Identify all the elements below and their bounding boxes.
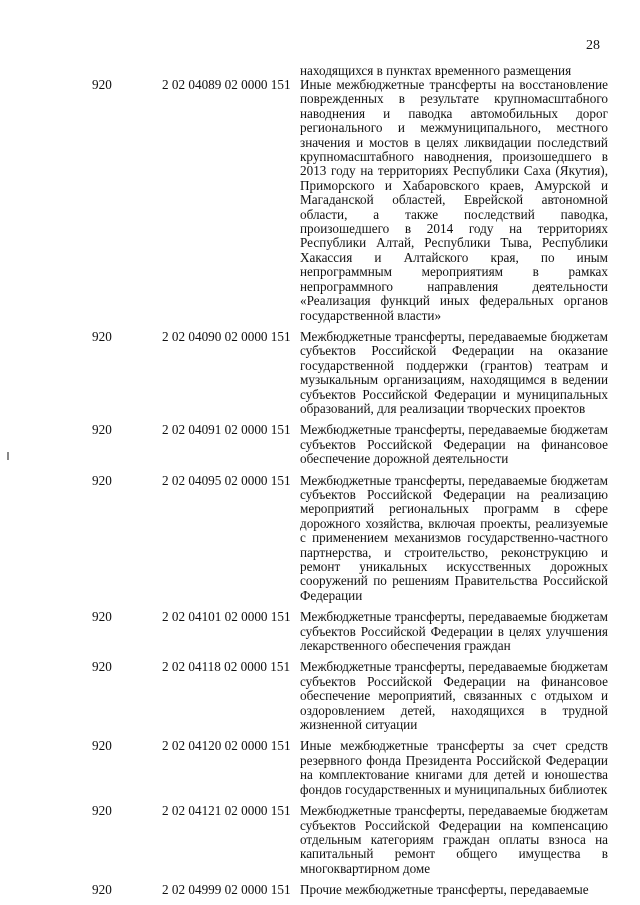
admin-code-cell: 920: [92, 609, 112, 625]
kbk-code-cell: 2 02 04090 02 0000 151: [162, 328, 291, 344]
kbk-code-cell: 2 02 04120 02 0000 151: [162, 738, 291, 754]
scan-margin-mark: [7, 452, 9, 460]
table-row: [0, 883, 640, 897]
kbk-code-cell: 2 02 04091 02 0000 151: [162, 422, 291, 438]
continued-description-line: находящихся в пунктах временного размещения: [300, 63, 572, 78]
admin-code-cell: 920: [92, 659, 112, 675]
description-cell: Межбюджетные трансферты, передаваемые бюджетам субъектов Российской Федерации на финансовое обеспечение дорожной деятельности: [300, 422, 608, 467]
kbk-code-cell: 2 02 04118 02 0000 151: [162, 659, 291, 675]
kbk-code-cell: 2 02 04095 02 0000 151: [162, 472, 291, 488]
admin-code-cell: 920: [92, 882, 112, 898]
table-row: [0, 78, 640, 330]
table-row: [0, 660, 640, 739]
kbk-code-cell: 2 02 04101 02 0000 151: [162, 609, 291, 625]
description-cell: Межбюджетные трансферты, передаваемые бюджетам субъектов Российской Федерации на финансовое обеспечение мероприятий, связанных с отдыхом и оздоровлением детей, находящихся в трудной жизненной ситуации: [300, 659, 608, 733]
kbk-code-cell: 2 02 04089 02 0000 151: [162, 77, 291, 92]
description-cell: Межбюджетные трансферты, передаваемые бюджетам субъектов Российской Федерации на оказание государственной поддержки (грантов) театрам и музыкальным организациям, находящимся в ведении субъектов Российской Федерации и муниципальных образований, для реализации творческих проектов: [300, 328, 608, 416]
table-body: [0, 78, 640, 898]
admin-code-cell: 920: [92, 77, 112, 92]
description-cell: Межбюджетные трансферты, передаваемые бюджетам субъектов Российской Федерации в целях улучшения лекарственного обеспечения граждан: [300, 609, 608, 654]
admin-code-cell: 920: [92, 738, 112, 754]
table-row: [0, 610, 640, 660]
admin-code-cell: 920: [92, 328, 112, 344]
description-cell: Межбюджетные трансферты, передаваемые бюджетам субъектов Российской Федерации на реализацию мероприятий региональных программ в сфере дорожного хозяйства, включая проекты, реализуемые с применением механизмов государственно-частного партнерства, и строительство, реконструкцию и ремонт уникальных искусственных дорожных сооружений по решениям Правительства Российской Федерации: [300, 472, 608, 603]
description-cell: Иные межбюджетные трансферты на восстановление поврежденных в результате крупномасштабного наводнения и паводка автомобильных дорог регионального и межмуниципального, местного значения и мостов в целях ликвидации последствий крупномасштабного наводнения, произошедшего в 2013 году на территориях Республики Саха (Якутия), Приморского и Хабаровского краев, Амурской и Магаданской областей, Еврейской автономной области, а также последствий паводка, произошедшего в 2014 году на территориях Республики Алтай, Республики Тыва, Республики Хакассия и Алтайского края, по иным непрограммным мероприятиям в рамках непрограммного направления деятельности «Реализация функций иных федеральных органов государственной власти»: [300, 77, 608, 323]
kbk-code-cell: 2 02 04121 02 0000 151: [162, 803, 291, 819]
table-row: [0, 330, 640, 423]
table-row: [0, 474, 640, 611]
description-cell: Межбюджетные трансферты, передаваемые бюджетам субъектов Российской Федерации на компенсацию отдельным категориям граждан оплаты взноса на капитальный ремонт общего имущества в многоквартирном доме: [300, 803, 608, 876]
description-cell: Иные межбюджетные трансферты за счет средств резервного фонда Президента Российской Федерации на комплектование книгами для детей и юношества фондов государственных и муниципальных библиотек: [300, 738, 608, 797]
page-number: 28: [586, 38, 600, 53]
table-row: [0, 804, 640, 883]
description-cell: Прочие межбюджетные трансферты, передаваемые: [300, 882, 589, 898]
admin-code-cell: 920: [92, 803, 112, 819]
admin-code-cell: 920: [92, 472, 112, 488]
kbk-code-cell: 2 02 04999 02 0000 151: [162, 882, 291, 898]
admin-code-cell: 920: [92, 422, 112, 438]
table-row: [0, 423, 640, 473]
table-row: [0, 739, 640, 804]
